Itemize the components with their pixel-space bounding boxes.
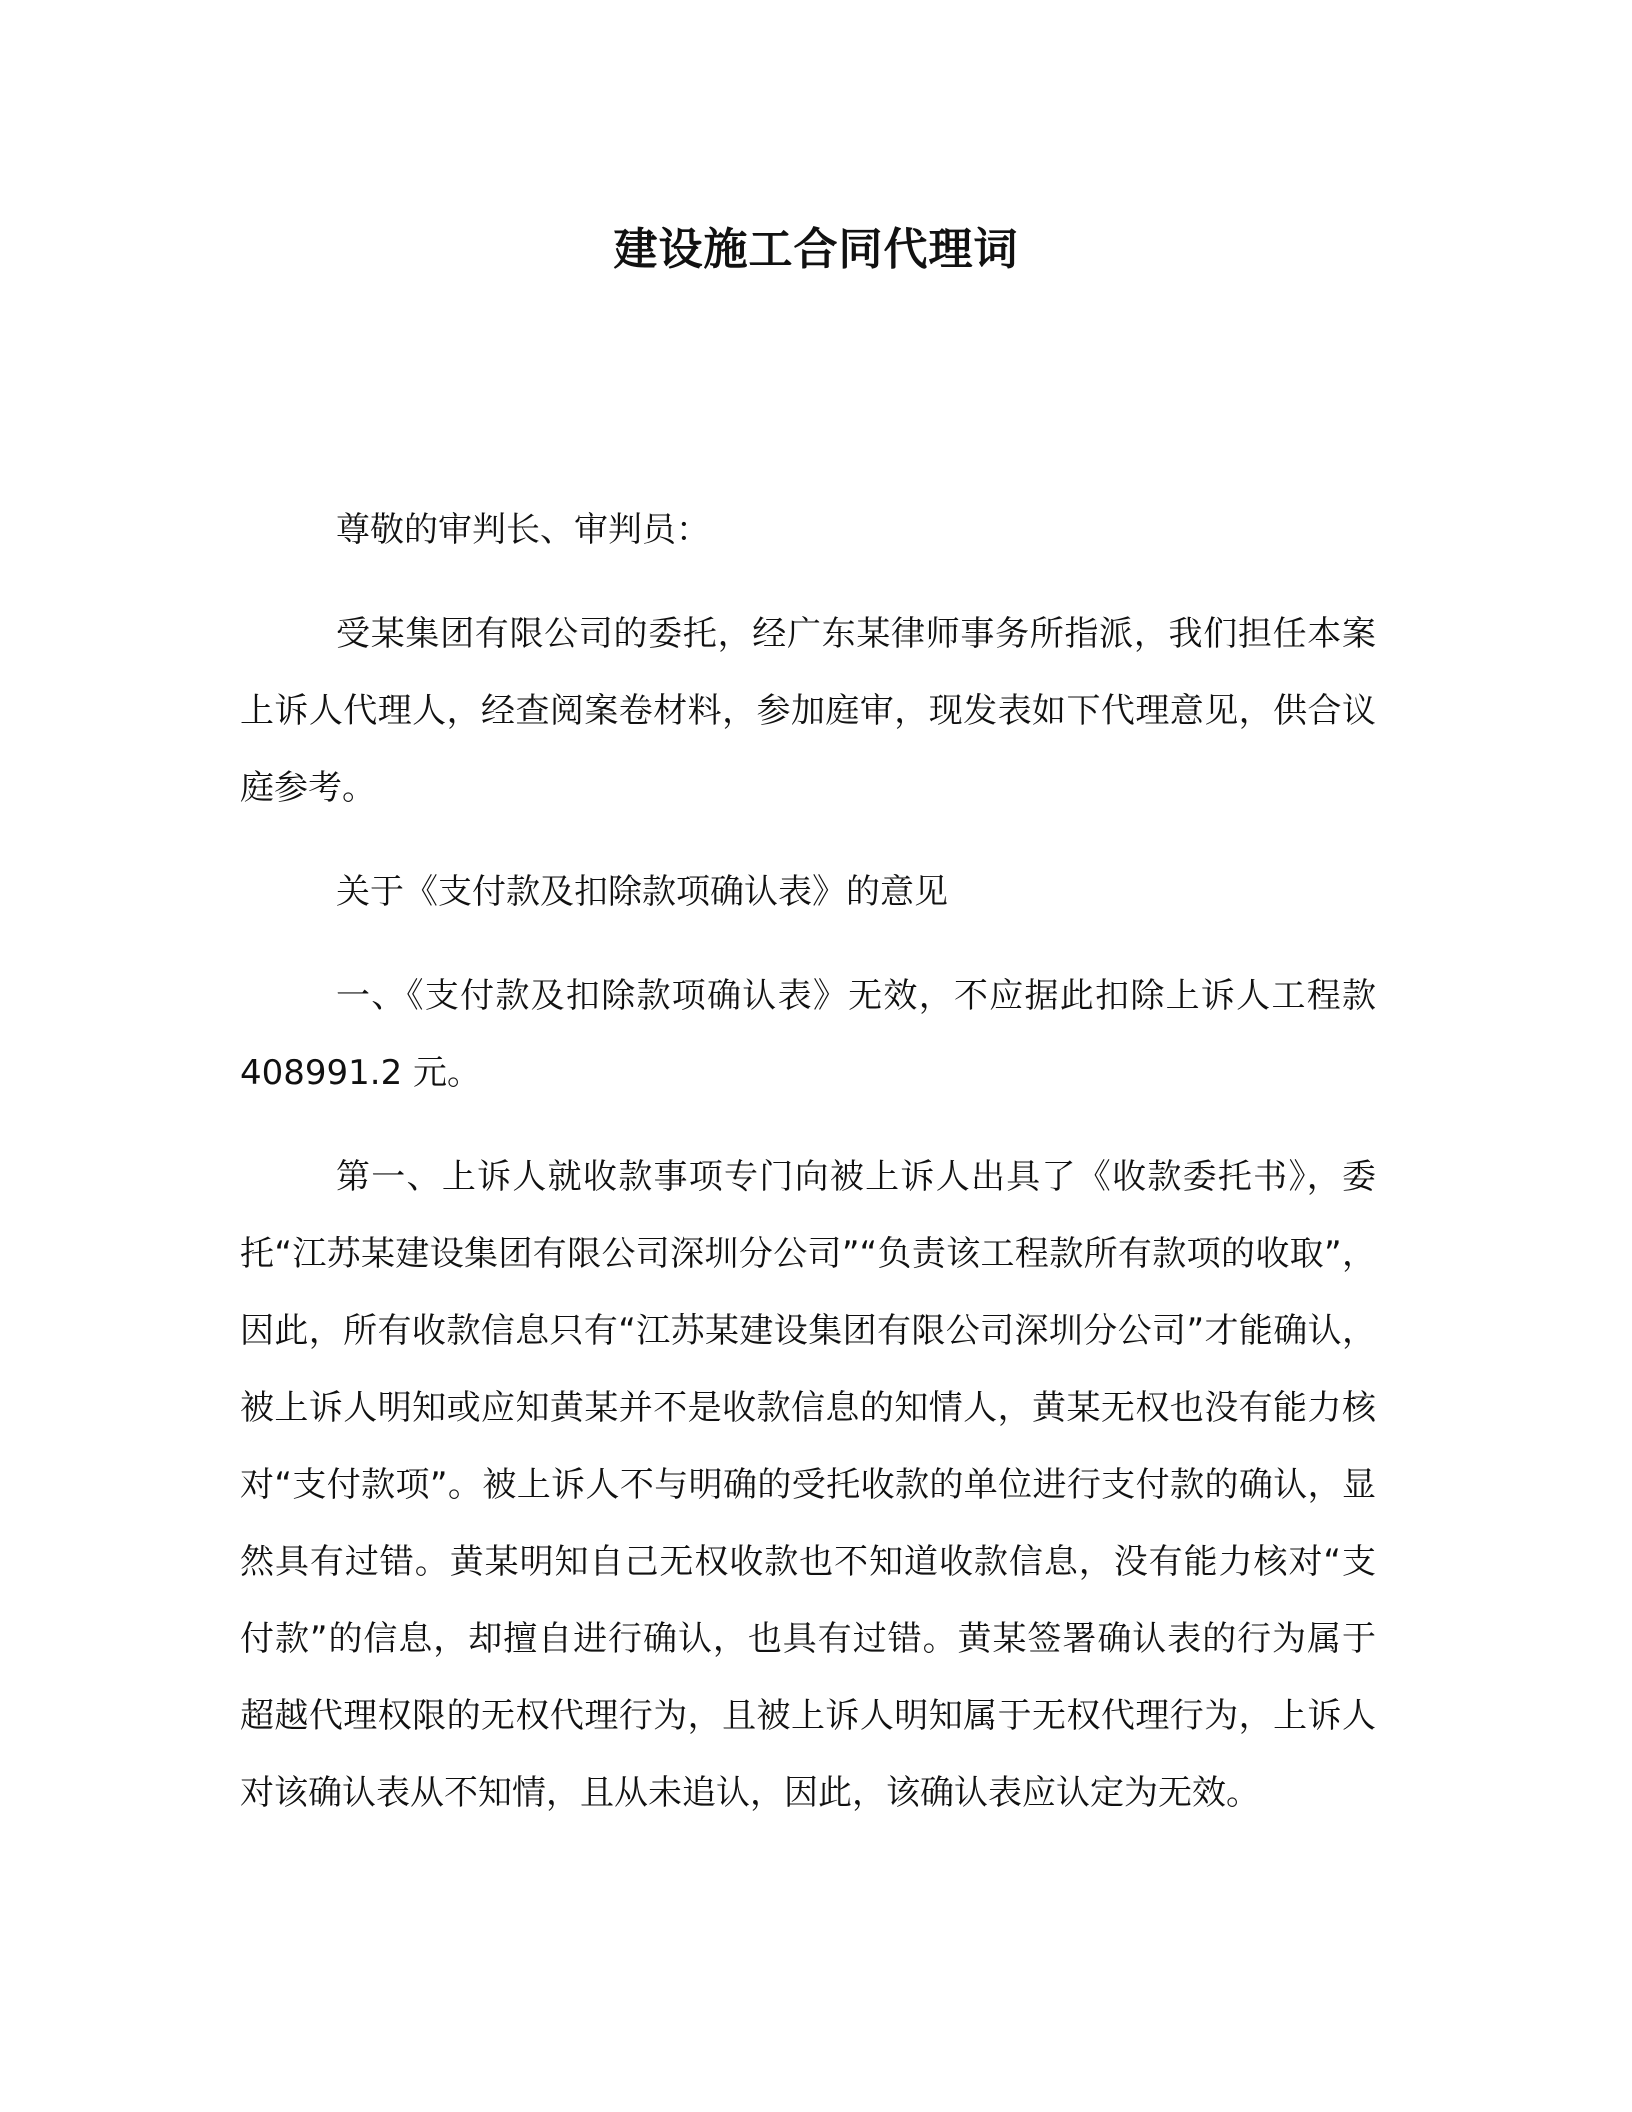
point-one-heading: 一、《支付款及扣除款项确认表》无效，不应据此扣除上诉人工程款 408991.2 元。 [240, 976, 1376, 1093]
salutation-paragraph: 尊敬的审判长、审判员： [336, 510, 710, 550]
document-body [240, 492, 1376, 1859]
argument-paragraph: 第一、上诉人就收款事项专门向被上诉人出具了《收款委托书》，委托“江苏某建设集团有限公司深圳分公司”“负责该工程款所有款项的收取”，因此，所有收款信息只有“江苏某建设集团有限公司深圳分公司”才能确认，被上诉人明知或应知黄某并不是收款信息的知情人，黄某无权也没有能力核对“支付款项”。被上诉人不与明确的受托收款的单位进行支付款的确认，显然具有过错。黄某明知自己无权收款也不知道收款信息，没有能力核对“支付款”的信息，却擅自进行确认，也具有过错。黄某签署确认表的行为属于超越代理权限的无权代理行为，且被上诉人明知属于无权代理行为，上诉人对该确认表从不知情，且从未追认，因此，该确认表应认定为无效。 [240, 1157, 1376, 1813]
section-heading: 关于《支付款及扣除款项确认表》的意见 [336, 872, 948, 912]
document-title: 建设施工合同代理词 [613, 224, 1019, 275]
introduction-paragraph: 受某集团有限公司的委托，经广东某律师事务所指派，我们担任本案上诉人代理人，经查阅案卷材料，参加庭审，现发表如下代理意见，供合议庭参考。 [240, 614, 1376, 808]
